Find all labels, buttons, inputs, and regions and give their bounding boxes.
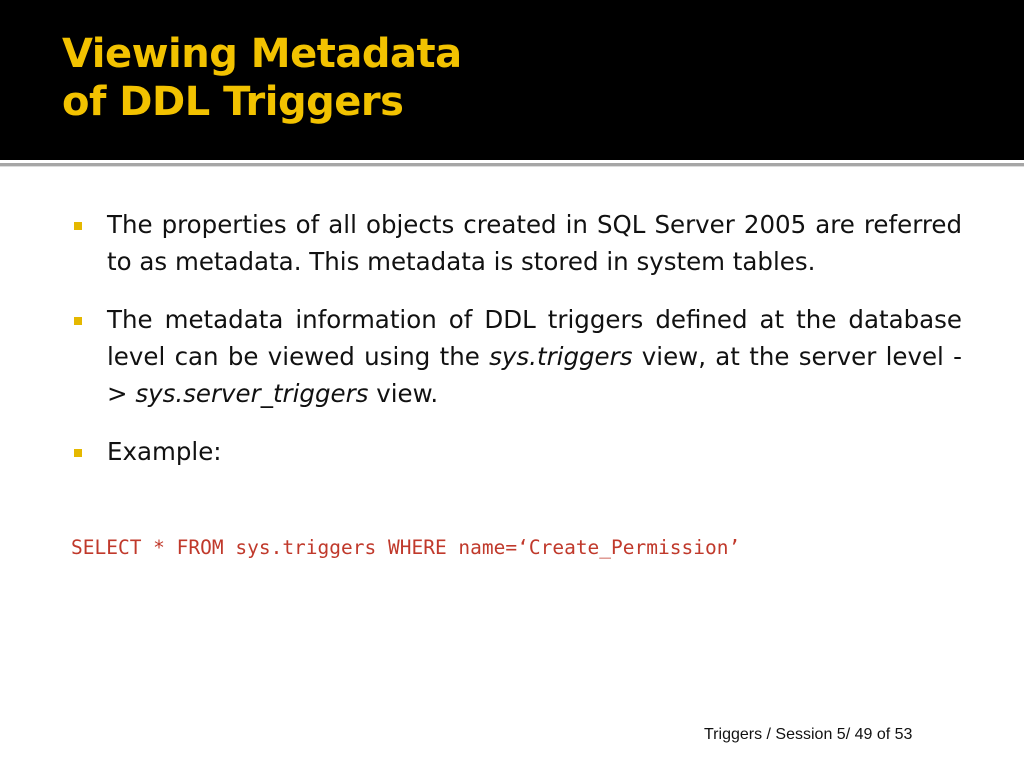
square-bullet-icon <box>74 222 82 230</box>
slide-footer: Triggers / Session 5/ 49 of 53 <box>704 726 913 743</box>
bullet-item-ddl-trigger-views <box>70 301 962 412</box>
slide-title-line-2: of DDL Triggers <box>62 79 404 125</box>
square-bullet-icon <box>74 317 82 325</box>
sys-triggers-view-name: sys.triggers <box>489 342 633 371</box>
sys-server-triggers-view-name: sys.server_triggers <box>135 379 369 408</box>
title-bar <box>0 0 1024 160</box>
bullet-item-example <box>70 433 962 470</box>
bullet-text-part: The metadata information of DDL triggers defined at the database level can be viewed using the <box>107 305 962 371</box>
slide-body <box>70 206 962 491</box>
slide-title <box>62 30 462 126</box>
bullet-text-part: view, at the server level -> <box>107 342 962 408</box>
slide-title-line-1: Viewing Metadata <box>62 31 462 77</box>
bullet-text: The properties of all objects created in SQL Server 2005 are referred to as metadata. This metadata is stored in system tables. <box>107 210 962 276</box>
sql-code-example: SELECT * FROM sys.triggers WHERE name=‘Create_Permission’ <box>71 536 741 559</box>
bullet-text-part: view. <box>368 379 439 408</box>
bullet-text: Example: <box>107 437 222 466</box>
bullet-item-metadata-definition <box>70 206 962 280</box>
title-divider-highlight <box>0 166 1024 167</box>
square-bullet-icon <box>74 449 82 457</box>
